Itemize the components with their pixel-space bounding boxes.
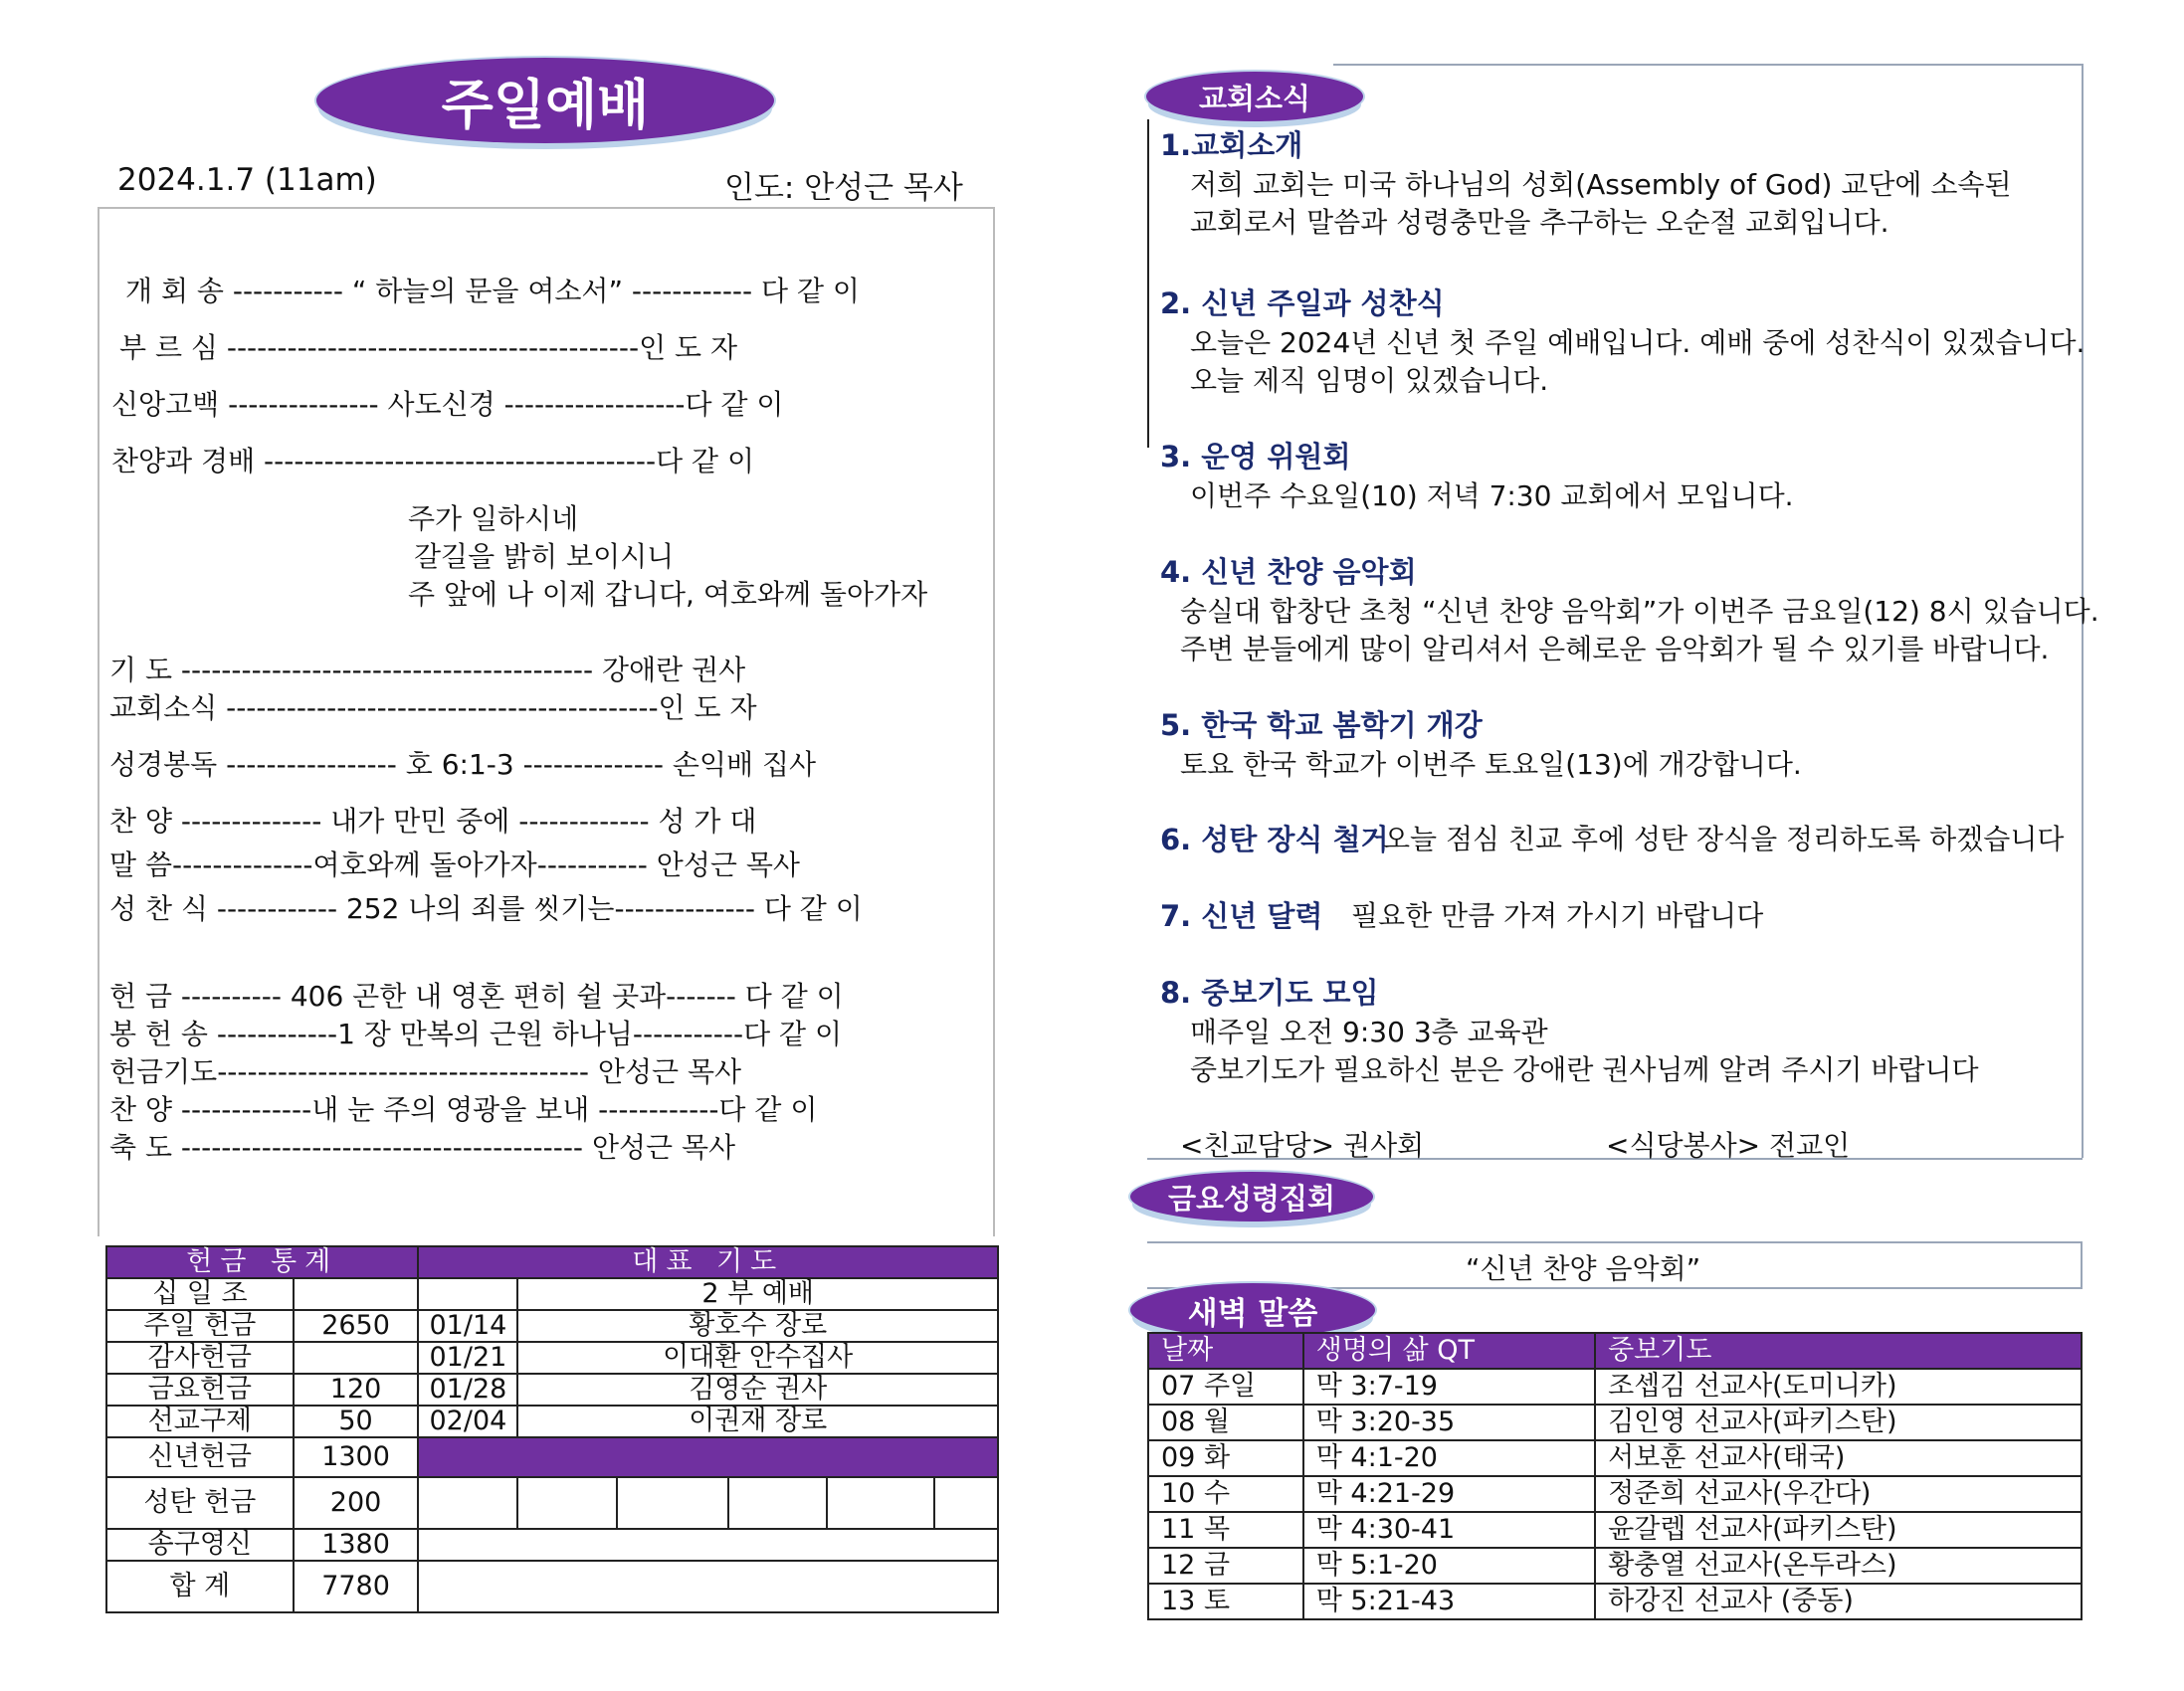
- order-item: 봉 헌 송 ------------1 장 만복의 근원 하나님-----------다 같 이: [109, 1018, 843, 1050]
- offering-label: 성탄 헌금: [106, 1477, 294, 1529]
- order-item: 헌 금 ---------- 406 곤한 내 영혼 편히 쉴 곳과------- 다 같 이: [109, 980, 844, 1013]
- empty-cell: [827, 1477, 934, 1529]
- news-title-banner: [1146, 72, 1363, 121]
- prayer-date: 01/21: [418, 1342, 517, 1374]
- qt-missionary: 윤갈렙 선교사(파키스탄): [1595, 1512, 2082, 1548]
- song-line: 주가 일하시네: [408, 502, 579, 535]
- qt-header: 생명의 삶 QT: [1303, 1333, 1595, 1369]
- prayer-date: 01/28: [418, 1374, 517, 1406]
- program-frame-right: [993, 207, 995, 1236]
- empty-cell: [728, 1477, 828, 1529]
- order-item: 축 도 ---------------------------------------- 안성근 목사: [109, 1131, 736, 1164]
- friday-title: 금요성령집회: [1167, 1181, 1336, 1216]
- order-item: 교회소식 -------------------------------------------인 도 자: [109, 691, 757, 724]
- order-item: 개 회 송 ----------- “ 하늘의 문을 여소서” ------------ 다 같 이: [125, 275, 860, 307]
- prayer-name: 2 부 예배: [517, 1278, 998, 1310]
- news-line: 주변 분들에게 많이 알리셔서 은혜로운 음악회가 될 수 있기를 바랍니다.: [1180, 633, 2050, 665]
- order-item: 신앙고백 --------------- 사도신경 ------------------다 같 이: [111, 388, 784, 421]
- news-line: 오늘은 2024년 신년 첫 주일 예배입니다. 예배 중에 성찬식이 있겠습니다.: [1190, 326, 2085, 359]
- empty-cell: [418, 1529, 998, 1561]
- news-title: 교회소식: [1198, 81, 1311, 115]
- worship-date: 2024.1.7 (11am): [117, 162, 377, 198]
- order-item: 기 도 ----------------------------------------- 강애란 권사: [109, 654, 746, 686]
- empty-cell: [517, 1477, 617, 1529]
- offering-label: 주일 헌금: [106, 1310, 294, 1342]
- offering-amount: 50: [294, 1406, 419, 1437]
- order-item: 성 찬 식 ------------ 252 나의 죄를 씻기는-------------- 다 같 이: [109, 892, 863, 925]
- qt-header: 날짜: [1148, 1333, 1303, 1369]
- qt-day: 08 월: [1148, 1405, 1303, 1440]
- prayer-name: 이대환 안수집사: [517, 1342, 998, 1374]
- offering-label: 금요헌금: [106, 1374, 294, 1406]
- offering-amount: 200: [294, 1477, 419, 1529]
- order-item: 찬 양 -------------- 내가 만민 중에 ------------- 성 가 대: [109, 805, 757, 838]
- dawn-title: 새벽 말씀: [1187, 1295, 1318, 1332]
- qt-table: [1147, 1332, 2083, 1620]
- news-frame-left: [1147, 119, 1149, 448]
- table-row: [1148, 1440, 2082, 1476]
- news-line: 이번주 수요일(10) 저녁 7:30 교회에서 모입니다.: [1190, 479, 1794, 512]
- offering-label: 신년헌금: [106, 1437, 294, 1477]
- table-row: [1148, 1512, 2082, 1548]
- table-row: [1148, 1584, 2082, 1619]
- news-line: 저희 교회는 미국 하나님의 성회(Assembly of God) 교단에 소속된: [1190, 168, 2012, 201]
- qt-day: 10 수: [1148, 1476, 1303, 1512]
- news-heading: 7. 신년 달력: [1160, 899, 1323, 933]
- news-line: 숭실대 합창단 초청 “신년 찬양 음악회”가 이번주 금요일(12) 8시 있습니다.: [1180, 595, 2099, 628]
- news-heading: 3. 운영 위원회: [1160, 440, 1351, 473]
- worship-leader: 인도: 안성근 목사: [724, 170, 963, 206]
- qt-header-row: [1148, 1333, 2082, 1369]
- news-heading: 5. 한국 학교 봄학기 개강: [1160, 708, 1483, 742]
- offering-header: 헌금 통계: [106, 1246, 418, 1278]
- news-heading: 8. 중보기도 모임: [1160, 976, 1379, 1010]
- qt-passage: 막 5:21-43: [1303, 1584, 1595, 1619]
- order-item: 찬 양 -------------내 눈 주의 영광을 보내 ------------다 같 이: [109, 1093, 818, 1126]
- empty-cell: [617, 1477, 728, 1529]
- offering-total-amount: 7780: [294, 1561, 419, 1612]
- qt-day: 12 금: [1148, 1548, 1303, 1584]
- news-heading: 4. 신년 찬양 음악회: [1160, 555, 1417, 589]
- qt-passage: 막 4:21-29: [1303, 1476, 1595, 1512]
- worship-title: 주일예배: [441, 73, 650, 136]
- prayer-date: [418, 1278, 517, 1310]
- purple-band: [418, 1437, 998, 1477]
- qt-passage: 막 4:30-41: [1303, 1512, 1595, 1548]
- news-line: 교회로서 말씀과 성령충만을 추구하는 오순절 교회입니다.: [1190, 206, 1889, 239]
- order-item: 성경봉독 ----------------- 호 6:1-3 -------------- 손익배 집사: [109, 748, 817, 781]
- news-heading: 2. 신년 주일과 성찬식: [1160, 286, 1445, 320]
- qt-missionary: 정준희 선교사(우간다): [1595, 1476, 2082, 1512]
- kitchen-duty: <식당봉사> 전교인: [1606, 1129, 1851, 1162]
- offering-amount: 120: [294, 1374, 419, 1406]
- friday-title-banner: [1130, 1172, 1373, 1221]
- table-row: [1148, 1548, 2082, 1584]
- news-frame-top: [1333, 64, 2082, 66]
- empty-cell: [934, 1477, 998, 1529]
- dawn-title-banner: [1130, 1283, 1375, 1337]
- qt-header: 중보기도: [1595, 1333, 2082, 1369]
- prayer-date: 01/14: [418, 1310, 517, 1342]
- qt-passage: 막 3:7-19: [1303, 1369, 1595, 1405]
- offering-amount: 1300: [294, 1437, 419, 1477]
- news-heading: 6. 성탄 장식 철거: [1160, 823, 1389, 856]
- order-item: 말 씀--------------여호와께 돌아가자----------- 안성근 목사: [109, 848, 800, 881]
- news-line: 필요한 만큼 가져 가시기 바랍니다: [1351, 899, 1764, 932]
- fellowship-duty: <친교담당> 권사회: [1180, 1129, 1425, 1162]
- worship-title-banner: [316, 58, 774, 143]
- news-heading: 1.교회소개: [1160, 128, 1303, 162]
- offering-amount: 1380: [294, 1529, 419, 1561]
- offering-total-label: 합 계: [106, 1561, 294, 1612]
- offering-amount: [294, 1342, 419, 1374]
- offering-label: 감사헌금: [106, 1342, 294, 1374]
- prayer-name: 황호수 장로: [517, 1310, 998, 1342]
- news-line: 오늘 제직 임명이 있겠습니다.: [1190, 364, 1549, 397]
- empty-cell: [418, 1561, 998, 1612]
- order-item: 부 르 심 -----------------------------------------인 도 자: [119, 331, 738, 364]
- table-row: [1148, 1369, 2082, 1405]
- offering-amount: 2650: [294, 1310, 419, 1342]
- qt-missionary: 서보훈 선교사(태국): [1595, 1440, 2082, 1476]
- song-line: 주 앞에 나 이제 갑니다, 여호와께 돌아가자: [408, 578, 928, 611]
- news-line: 토요 한국 학교가 이번주 토요일(13)에 개강합니다.: [1180, 748, 1802, 781]
- qt-passage: 막 3:20-35: [1303, 1405, 1595, 1440]
- order-item: 헌금기도------------------------------------- 안성근 목사: [109, 1055, 742, 1088]
- qt-passage: 막 4:1-20: [1303, 1440, 1595, 1476]
- friday-box: [1147, 1241, 2083, 1289]
- friday-event: “신년 찬양 음악회”: [1466, 1252, 1701, 1285]
- prayer-name: 김영순 권사: [517, 1374, 998, 1406]
- news-line: 오늘 점심 친교 후에 성탄 장식을 정리하도록 하겠습니다: [1383, 823, 2065, 855]
- qt-passage: 막 5:1-20: [1303, 1548, 1595, 1584]
- qt-missionary: 조셉김 선교사(도미니카): [1595, 1369, 2082, 1405]
- qt-missionary: 황충열 선교사(온두라스): [1595, 1548, 2082, 1584]
- qt-missionary: 김인영 선교사(파키스탄): [1595, 1405, 2082, 1440]
- prayer-header: 대표 기도: [418, 1246, 998, 1278]
- program-frame-top: [98, 207, 993, 209]
- offering-label: 십 일 조: [106, 1278, 294, 1310]
- news-line: 중보기도가 필요하신 분은 강애란 권사님께 알려 주시기 바랍니다: [1190, 1053, 1979, 1086]
- qt-day: 07 주일: [1148, 1369, 1303, 1405]
- offering-label: 송구영신: [106, 1529, 294, 1561]
- qt-day: 09 화: [1148, 1440, 1303, 1476]
- qt-day: 13 토: [1148, 1584, 1303, 1619]
- table-row: [1148, 1476, 2082, 1512]
- prayer-date: 02/04: [418, 1406, 517, 1437]
- qt-missionary: 하강진 선교사 (중동): [1595, 1584, 2082, 1619]
- song-line: 갈길을 밝히 보이시니: [414, 540, 675, 573]
- news-line: 매주일 오전 9:30 3층 교육관: [1190, 1016, 1548, 1048]
- qt-day: 11 목: [1148, 1512, 1303, 1548]
- empty-cell: [418, 1477, 517, 1529]
- offering-amount: [294, 1278, 419, 1310]
- offering-prayer-table: [105, 1245, 999, 1613]
- offering-label: 선교구제: [106, 1406, 294, 1437]
- table-row: [1148, 1405, 2082, 1440]
- order-item: 찬양과 경배 ---------------------------------------다 같 이: [111, 445, 755, 477]
- program-frame-left: [98, 207, 99, 1236]
- prayer-name: 이권재 장로: [517, 1406, 998, 1437]
